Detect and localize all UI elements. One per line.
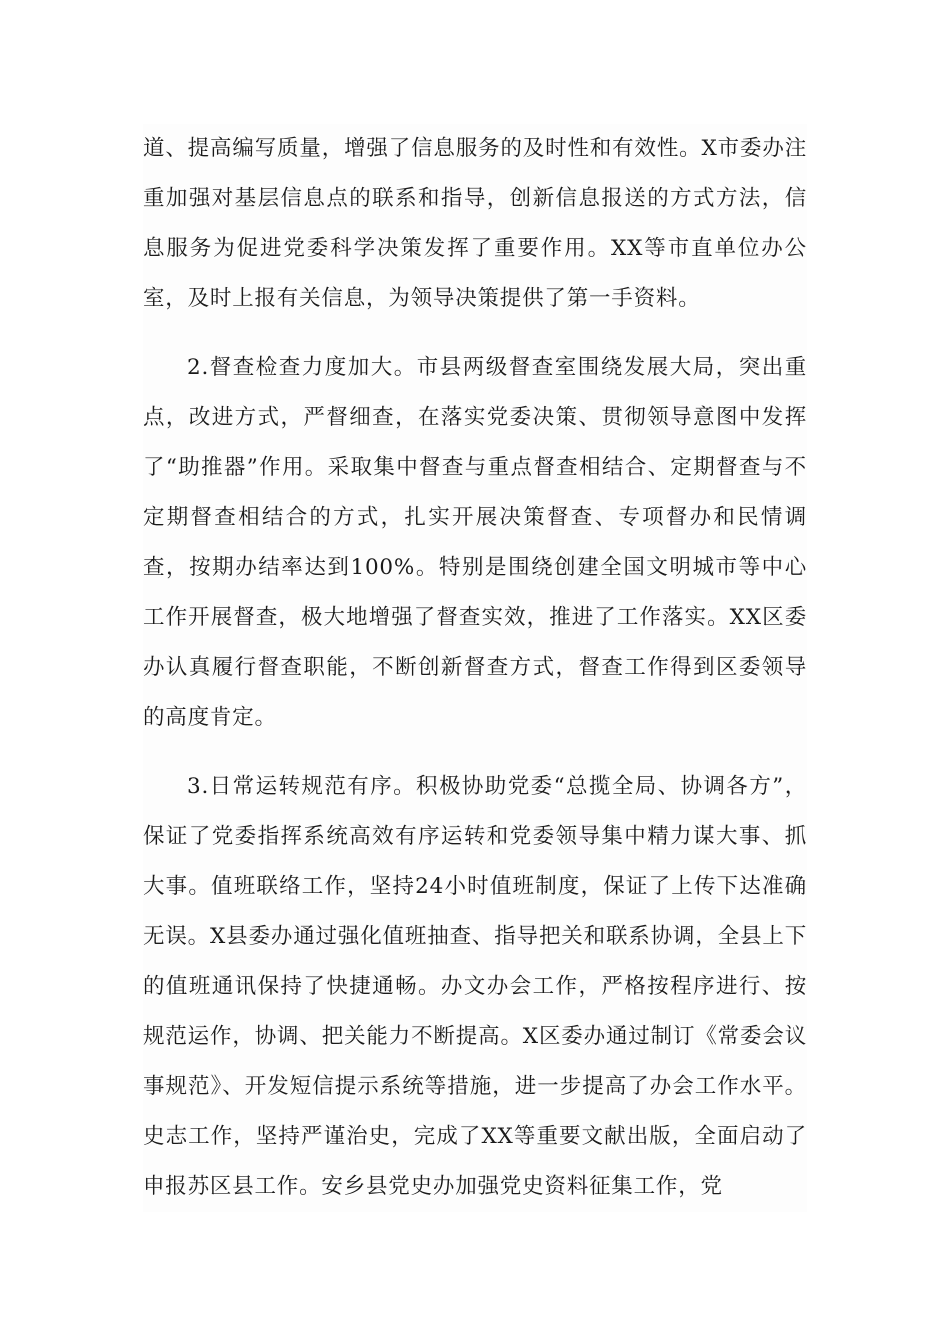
paragraph-gap bbox=[143, 743, 807, 762]
paragraph-information-service: 道、提高编写质量，增强了信息服务的及时性和有效性。X市委办注重加强对基层信息点的联系和指导，创新信息报送的方式方法，信息服务为促进党委科学决策发挥了重要作用。XX等市直单位办公室，及时上报有关信息，为领导决策提供了第一手资料。 bbox=[143, 136, 807, 311]
document-body bbox=[143, 124, 807, 1212]
paragraph-daily-operation: 3.日常运转规范有序。积极协助党委“总揽全局、协调各方”，保证了党委指挥系统高效有序运转和党委领导集中精力谋大事、抓大事。值班联络工作，坚持24小时值班制度，保证了上传下达准确无误。X县委办通过强化值班抽查、指导把关和联系协调，全县上下的值班通讯保持了快捷通畅。办文办会工作，严格按程序进行、按规范运作，协调、把关能力不断提高。X区委办通过制订《常委会议事规范》、开发短信提示系统等措施，进一步提高了办会工作水平。史志工作，坚持严谨治史，完成了XX等重要文献出版，全面启动了申报苏区县工作。安乡县党史办加强党史资料征集工作，党 bbox=[143, 774, 807, 1199]
paragraph-supervision: 2.督查检查力度加大。市县两级督查室围绕发展大局，突出重点，改进方式，严督细查，在落实党委决策、贯彻领导意图中发挥了“助推器”作用。采取集中督查与重点督查相结合、定期督查与不定期督查相结合的方式，扎实开展决策督查、专项督办和民情调查，按期办结率达到100%。特别是围绕创建全国文明城市等中心工作开展督查，极大地增强了督查实效，推进了工作落实。XX区委办认真履行督查职能，不断创新督查方式，督查工作得到区委领导的高度肯定。 bbox=[143, 355, 807, 730]
paragraph-gap bbox=[143, 324, 807, 343]
